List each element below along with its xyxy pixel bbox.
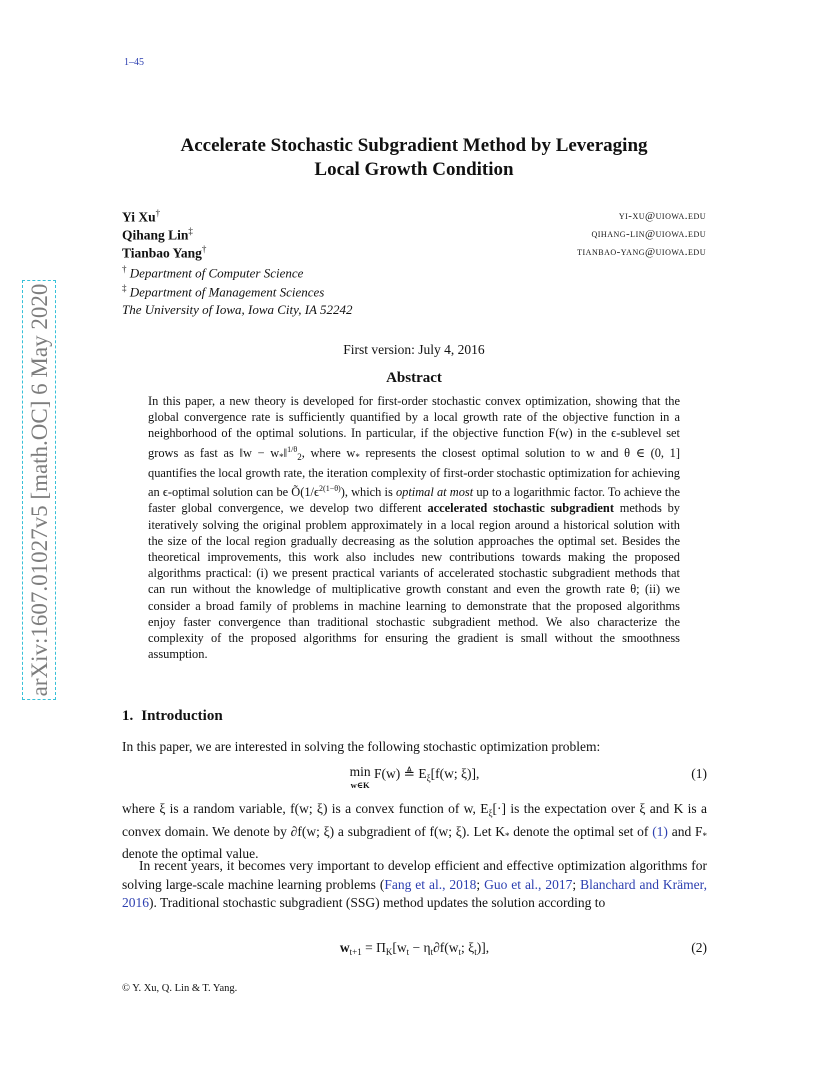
author-name: Qihang Lin — [122, 227, 189, 243]
abstract-body: In this paper, a new theory is developed for first-order stochastic convex optimization, showing that the global convergence rate is sufficiently quantified by a local growth rate of the objective function in a neighborhood of the optimal solutions. In particular, if the objective function F(w) in the ϵ-sublevel set grows as fast as ‖w − $w_*‖^{1/\theta}_2$, where $w_*$ represents the closest optimal solution to w and θ ∈ (0, 1] quantifies the local growth rate, the iteration complexity of first-order stochastic optimization for achieving an ϵ-optimal solution can be $Õ(1/\epsilon^{2(1-\theta)})$, which is optimal at most up to a logarithmic factor. To achieve the faster global convergence, we develop two different accelerated stochastic subgradient methods by iteratively solving the original problem approximately in a local region around a historical solution with the size of the local region gradually decreasing as the solution approaches the optimal set. Besides the theoretical improvements, this work also includes new contributions towards making the proposed algorithms practical: (i) we present practical variants of accelerated stochastic subgradient methods that can run without the knowledge of multiplicative growth constant and even the growth rate θ; (ii) we consider a broad family of problems in machine learning to demonstrate that the proposed algorithms enjoy faster convergence than traditional stochastic subgradient method. We also characterize the complexity of the proposed algorithms for ensuring the gradient is small without the smoothness assumption. — [148, 394, 681, 662]
author-2 — [122, 226, 193, 244]
author-name: Tianbao Yang — [122, 245, 202, 261]
section-heading-introduction: 1. Introduction — [122, 708, 223, 724]
author-name: Yi Xu — [122, 209, 156, 225]
title-line-2: Local Growth Condition — [314, 159, 514, 180]
affiliation-1 — [122, 264, 303, 281]
page-reference[interactable]: 1–45 — [124, 57, 144, 68]
copyright-notice: © Y. Xu, Q. Lin & T. Yang. — [122, 983, 238, 994]
email-author-1: yi-xu@uiowa.edu — [618, 210, 706, 222]
title-line-1: Accelerate Stochastic Subgradient Method by Leveraging — [180, 135, 648, 156]
affil-mark: † — [122, 264, 127, 274]
affiliation-3: The University of Iowa, Iowa City, IA 52242 — [122, 302, 353, 317]
citation-link[interactable]: Blanchard and Krämer, 2016 — [122, 876, 707, 910]
email-author-3: tianbao-yang@uiowa.edu — [577, 246, 706, 258]
author-mark: † — [201, 244, 207, 254]
affil-text: Department of Management Sciences — [129, 284, 325, 300]
email-author-2: qihang-lin@uiowa.edu — [591, 228, 706, 240]
citation-link[interactable]: Guo et al., 2017 — [484, 876, 573, 892]
equation-ref-link[interactable]: (1) — [652, 823, 668, 839]
affil-text: Department of Computer Science — [129, 265, 304, 281]
author-mark: ‡ — [188, 226, 193, 236]
author-3 — [122, 244, 206, 262]
equation-1: min w∈K F(w) ≜ $E_\xi[f(w$; ξ)], (1) — [349, 764, 707, 790]
author-1 — [122, 208, 160, 226]
intro-paragraph-3: In recent years, it becomes very important to develop efficient and effective optimization algorithms for solving large-scale machine learning problems (Fang et al., 2018; Guo et al., 2017; Blanchard and Krämer, 2016). Traditional stochastic subgradient (SSG) method updates the solution according to — [122, 858, 707, 910]
citation-link[interactable]: Fang et al., 2018 — [384, 876, 477, 892]
equation-2: $w_{t+1} = \Pi_K[w_t - \eta_t\partial f(w_t$; $\xi_t$)], (2) — [339, 940, 707, 957]
version-date: First version: July 4, 2016 — [343, 342, 485, 357]
paper-title — [120, 134, 708, 182]
author-mark: † — [155, 208, 161, 218]
affiliation-2 — [122, 283, 324, 300]
intro-paragraph-1: In this paper, we are interested in solving the following stochastic optimization problem: — [122, 739, 601, 754]
arxiv-stamp[interactable]: arXiv:1607.01027v5 [math.OC] 6 May 2020 — [22, 280, 56, 700]
intro-paragraph-2: where ξ is a random variable, f(w; ξ) is a convex function of w, $E_\xi[\cdot]$ is the expectation over ξ and K is a convex domain. We denote by ∂f(w; ξ) a subgradient of f(w; ξ). Let $K_*$ denote the optimal set of (1) and $F_*$ denote the optimal value. — [122, 801, 708, 861]
abstract-heading: Abstract — [386, 370, 442, 386]
affil-mark: ‡ — [122, 283, 127, 293]
